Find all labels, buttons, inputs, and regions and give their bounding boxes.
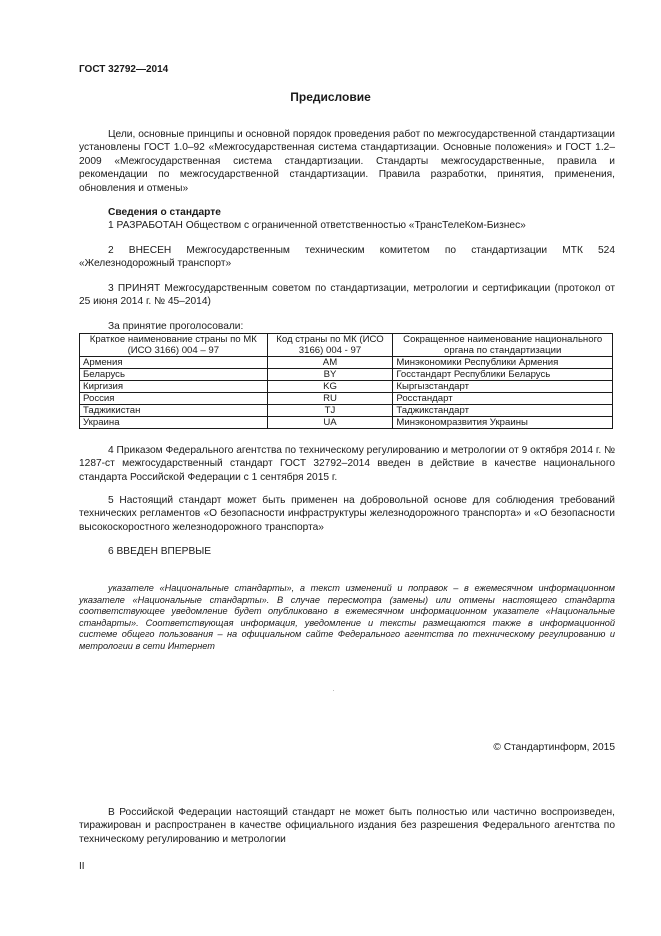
code-cell: AM xyxy=(267,357,393,369)
country-cell: Украина xyxy=(80,417,268,429)
footer-notice: В Российской Федерации настоящий стандарт не может быть полностью или частично воспроизведен, тиражирован и распространен в качестве официального издания без разрешения Федерального агентства по техническому регулированию и метрологии xyxy=(79,807,615,845)
item-submitted: 2 ВНЕСЕН Межгосударственным техническим комитетом по стандартизации МТК 524 «Железнодорожный транспорт» xyxy=(79,245,615,270)
table-row xyxy=(80,393,613,405)
column-header-body: Сокращенное наименование национального органа по стандартизации xyxy=(393,334,613,357)
table-row xyxy=(80,381,613,393)
vote-table xyxy=(79,333,613,429)
intro-paragraph: Цели, основные принципы и основной порядок проведения работ по межгосударственной стандартизации установлены ГОСТ 1.0–92 «Межгосударственная система стандартизации. Основные положения» и ГОСТ 1.2–2009 «Межгосударственная система стандартизации. Стандарты межгосударственные, правила и рекомендации по межгосударственной стандартизации. Правила разработки, принятия, применения, обновления и отмены» xyxy=(79,129,615,194)
column-header-country: Краткое наименование страны по МК (ИСО 3166) 004 – 97 xyxy=(80,334,268,357)
column-header-code: Код страны по МК (ИСО 3166) 004 - 97 xyxy=(267,334,393,357)
page-title: Предисловие xyxy=(290,90,371,104)
code-cell: TJ xyxy=(267,405,393,417)
body-cell: Таджикстандарт xyxy=(393,405,613,417)
body-cell: Кыргызстандарт xyxy=(393,381,613,393)
vote-table-header-row xyxy=(80,334,613,357)
item-applicability: 5 Настоящий стандарт может быть применен на добровольной основе для соблюдения требований технических регламентов «О безопасности инфраструктуры железнодорожного транспорта» и «О безопасности высокоскоростного железнодорожного транспорта» xyxy=(79,495,615,533)
table-row xyxy=(80,405,613,417)
stray-dot xyxy=(333,690,334,691)
table-row xyxy=(80,369,613,381)
table-row xyxy=(80,357,613,369)
italic-notice: указателе «Национальные стандарты», а текст изменений и поправок – в ежемесячном информационном указателе «Национальные стандарты». В случае пересмотра (замены) или отмены настоящего стандарта соответствующее уведомление будет опубликовано в ежемесячном информационном указателе «Национальные стандарты». Соответствующая информация, уведомление и тексты размещаются также в информационной системе общего пользования – на официальном сайте Федерального агентства по техническому регулированию и метрологии в сети Интернет xyxy=(79,583,615,651)
body-cell: Минэкономразвития Украины xyxy=(393,417,613,429)
page-number: II xyxy=(79,861,85,872)
country-cell: Армения xyxy=(80,357,268,369)
item-adopted: 3 ПРИНЯТ Межгосударственным советом по стандартизации, метрологии и сертификации (протокол от 25 июня 2014 г. № 45–2014) xyxy=(79,283,615,308)
country-cell: Киргизия xyxy=(80,381,268,393)
code-cell: RU xyxy=(267,393,393,405)
code-cell: UA xyxy=(267,417,393,429)
document-code: ГОСТ 32792—2014 xyxy=(79,64,169,75)
table-row xyxy=(80,417,613,429)
code-cell: BY xyxy=(267,369,393,381)
body-cell: Госстандарт Республики Беларусь xyxy=(393,369,613,381)
item-enacted: 4 Приказом Федерального агентства по техническому регулированию и метрологии от 9 октября 2014 г. № 1287-ст межгосударственный стандарт ГОСТ 32792–2014 введен в действие в качестве национального стандарта Российской Федерации с 1 сентября 2015 г. xyxy=(79,445,615,483)
section-subheading: Сведения о стандарте xyxy=(108,207,221,218)
vote-caption: За принятие проголосовали: xyxy=(108,321,244,332)
country-cell: Россия xyxy=(80,393,268,405)
item-developed: 1 РАЗРАБОТАН Обществом с ограниченной ответственностью «ТрансТелеКом-Бизнес» xyxy=(108,220,526,231)
code-cell: KG xyxy=(267,381,393,393)
body-cell: Минэкономики Республики Армения xyxy=(393,357,613,369)
country-cell: Таджикистан xyxy=(80,405,268,417)
item-first-introduced: 6 ВВЕДЕН ВПЕРВЫЕ xyxy=(108,546,212,557)
country-cell: Беларусь xyxy=(80,369,268,381)
copyright: © Стандартинформ, 2015 xyxy=(493,742,615,753)
body-cell: Росстандарт xyxy=(393,393,613,405)
